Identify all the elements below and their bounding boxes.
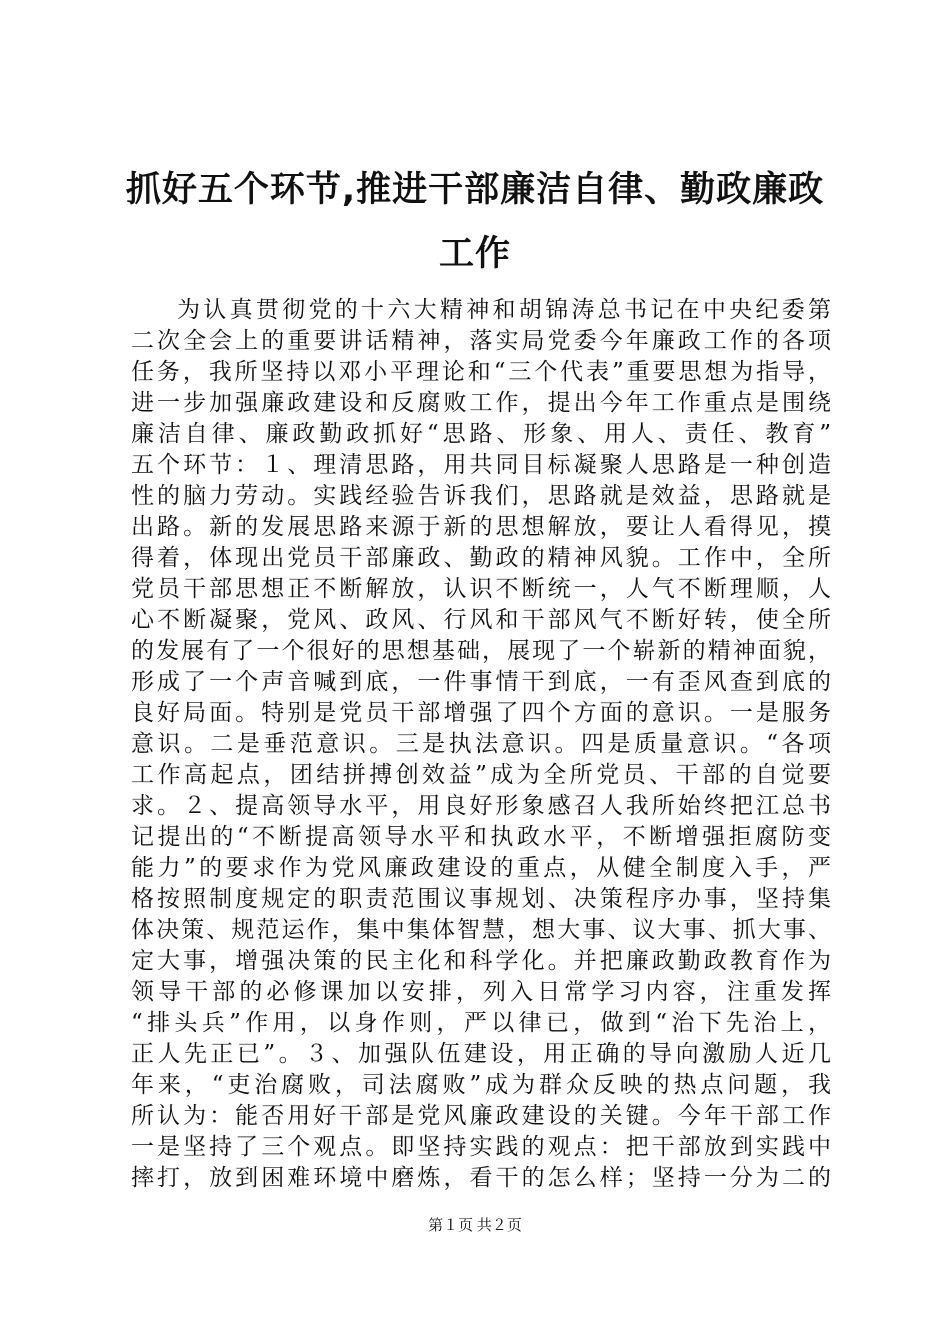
body-line: 党员干部思想正不断解放，认识不断统一，人气不断理顺，人 [131,576,831,602]
body-line: 记提出的“不断提高领导水平和执政水平，不断增强拒腐防变 [131,824,831,850]
body-paragraph [131,295,831,1194]
page-footer: 第１页 共２页 [428,1218,522,1234]
body-line: 正人先正已”。３、加强队伍建设，用正确的导向激励人近几 [131,1041,831,1067]
body-line: 为认真贯彻党的十六大精神和胡锦涛总书记在中央纪委第 [177,297,831,323]
document-title [90,158,860,286]
body-line: 的发展有了一个很好的思想基础，展现了一个崭新的精神面貌， [131,638,831,664]
body-line: 摔打，放到困难环境中磨炼，看干的怎么样；坚持一分为二的 [131,1165,831,1191]
body-line: “排头兵”作用，以身作则，严以律已，做到“治下先治上， [131,1010,831,1036]
body-line: 性的脑力劳动。实践经验告诉我们，思路就是效益，思路就是 [131,483,831,509]
body-line: 体决策、规范运作，集中集体智慧，想大事、议大事、抓大事、 [131,917,831,943]
body-line: 得着，体现出党员干部廉政、勤政的精神风貌。工作中，全所 [131,545,831,571]
body-line: 二次全会上的重要讲话精神，落实局党委今年廉政工作的各项 [131,328,831,354]
body-line: 良好局面。特别是党员干部增强了四个方面的意识。一是服务 [131,700,831,726]
body-line: 定大事，增强决策的民主化和科学化。并把廉政勤政教育作为 [131,948,831,974]
body-line: 意识。二是垂范意识。三是执法意识。四是质量意识。“各项 [131,731,831,757]
body-line: 五个环节：１、理清思路，用共同目标凝聚人思路是一种创造 [131,452,831,478]
body-line: 领导干部的必修课加以安排，列入日常学习内容，注重发挥 [131,979,831,1005]
title-line-1: 抓好五个环节,推进干部廉洁自律、勤政廉政 [125,170,825,210]
body-line: 任务，我所坚持以邓小平理论和“三个代表”重要思想为指导， [131,359,831,385]
body-line: 心不断凝聚，党风、政风、行风和干部风气不断好转，使全所 [131,607,831,633]
title-line-2: 工作 [438,234,511,274]
body-line: 所认为：能否用好干部是党风廉政建设的关键。今年干部工作 [131,1103,831,1129]
body-line: 进一步加强廉政建设和反腐败工作，提出今年工作重点是围绕 [131,390,831,416]
body-line: 年来，“吏治腐败，司法腐败”成为群众反映的热点问题，我 [131,1072,831,1098]
body-line: 廉洁自律、廉政勤政抓好“思路、形象、用人、责任、教育” [131,421,831,447]
body-line: 能力”的要求作为党风廉政建设的重点，从健全制度入手，严 [131,855,831,881]
body-line: 形成了一个声音喊到底，一件事情干到底，一有歪风查到底的 [131,669,831,695]
body-line: 格按照制度规定的职责范围议事规划、决策程序办事，坚持集 [131,886,831,912]
body-line: 工作高起点，团结拼搏创效益”成为全所党员、干部的自觉要 [131,762,831,788]
body-line: 出路。新的发展思路来源于新的思想解放，要让人看得见，摸 [131,514,831,540]
body-line: 一是坚持了三个观点。即坚持实践的观点：把干部放到实践中 [131,1134,831,1160]
body-line: 求。２、提高领导水平，用良好形象感召人我所始终把江总书 [131,793,831,819]
